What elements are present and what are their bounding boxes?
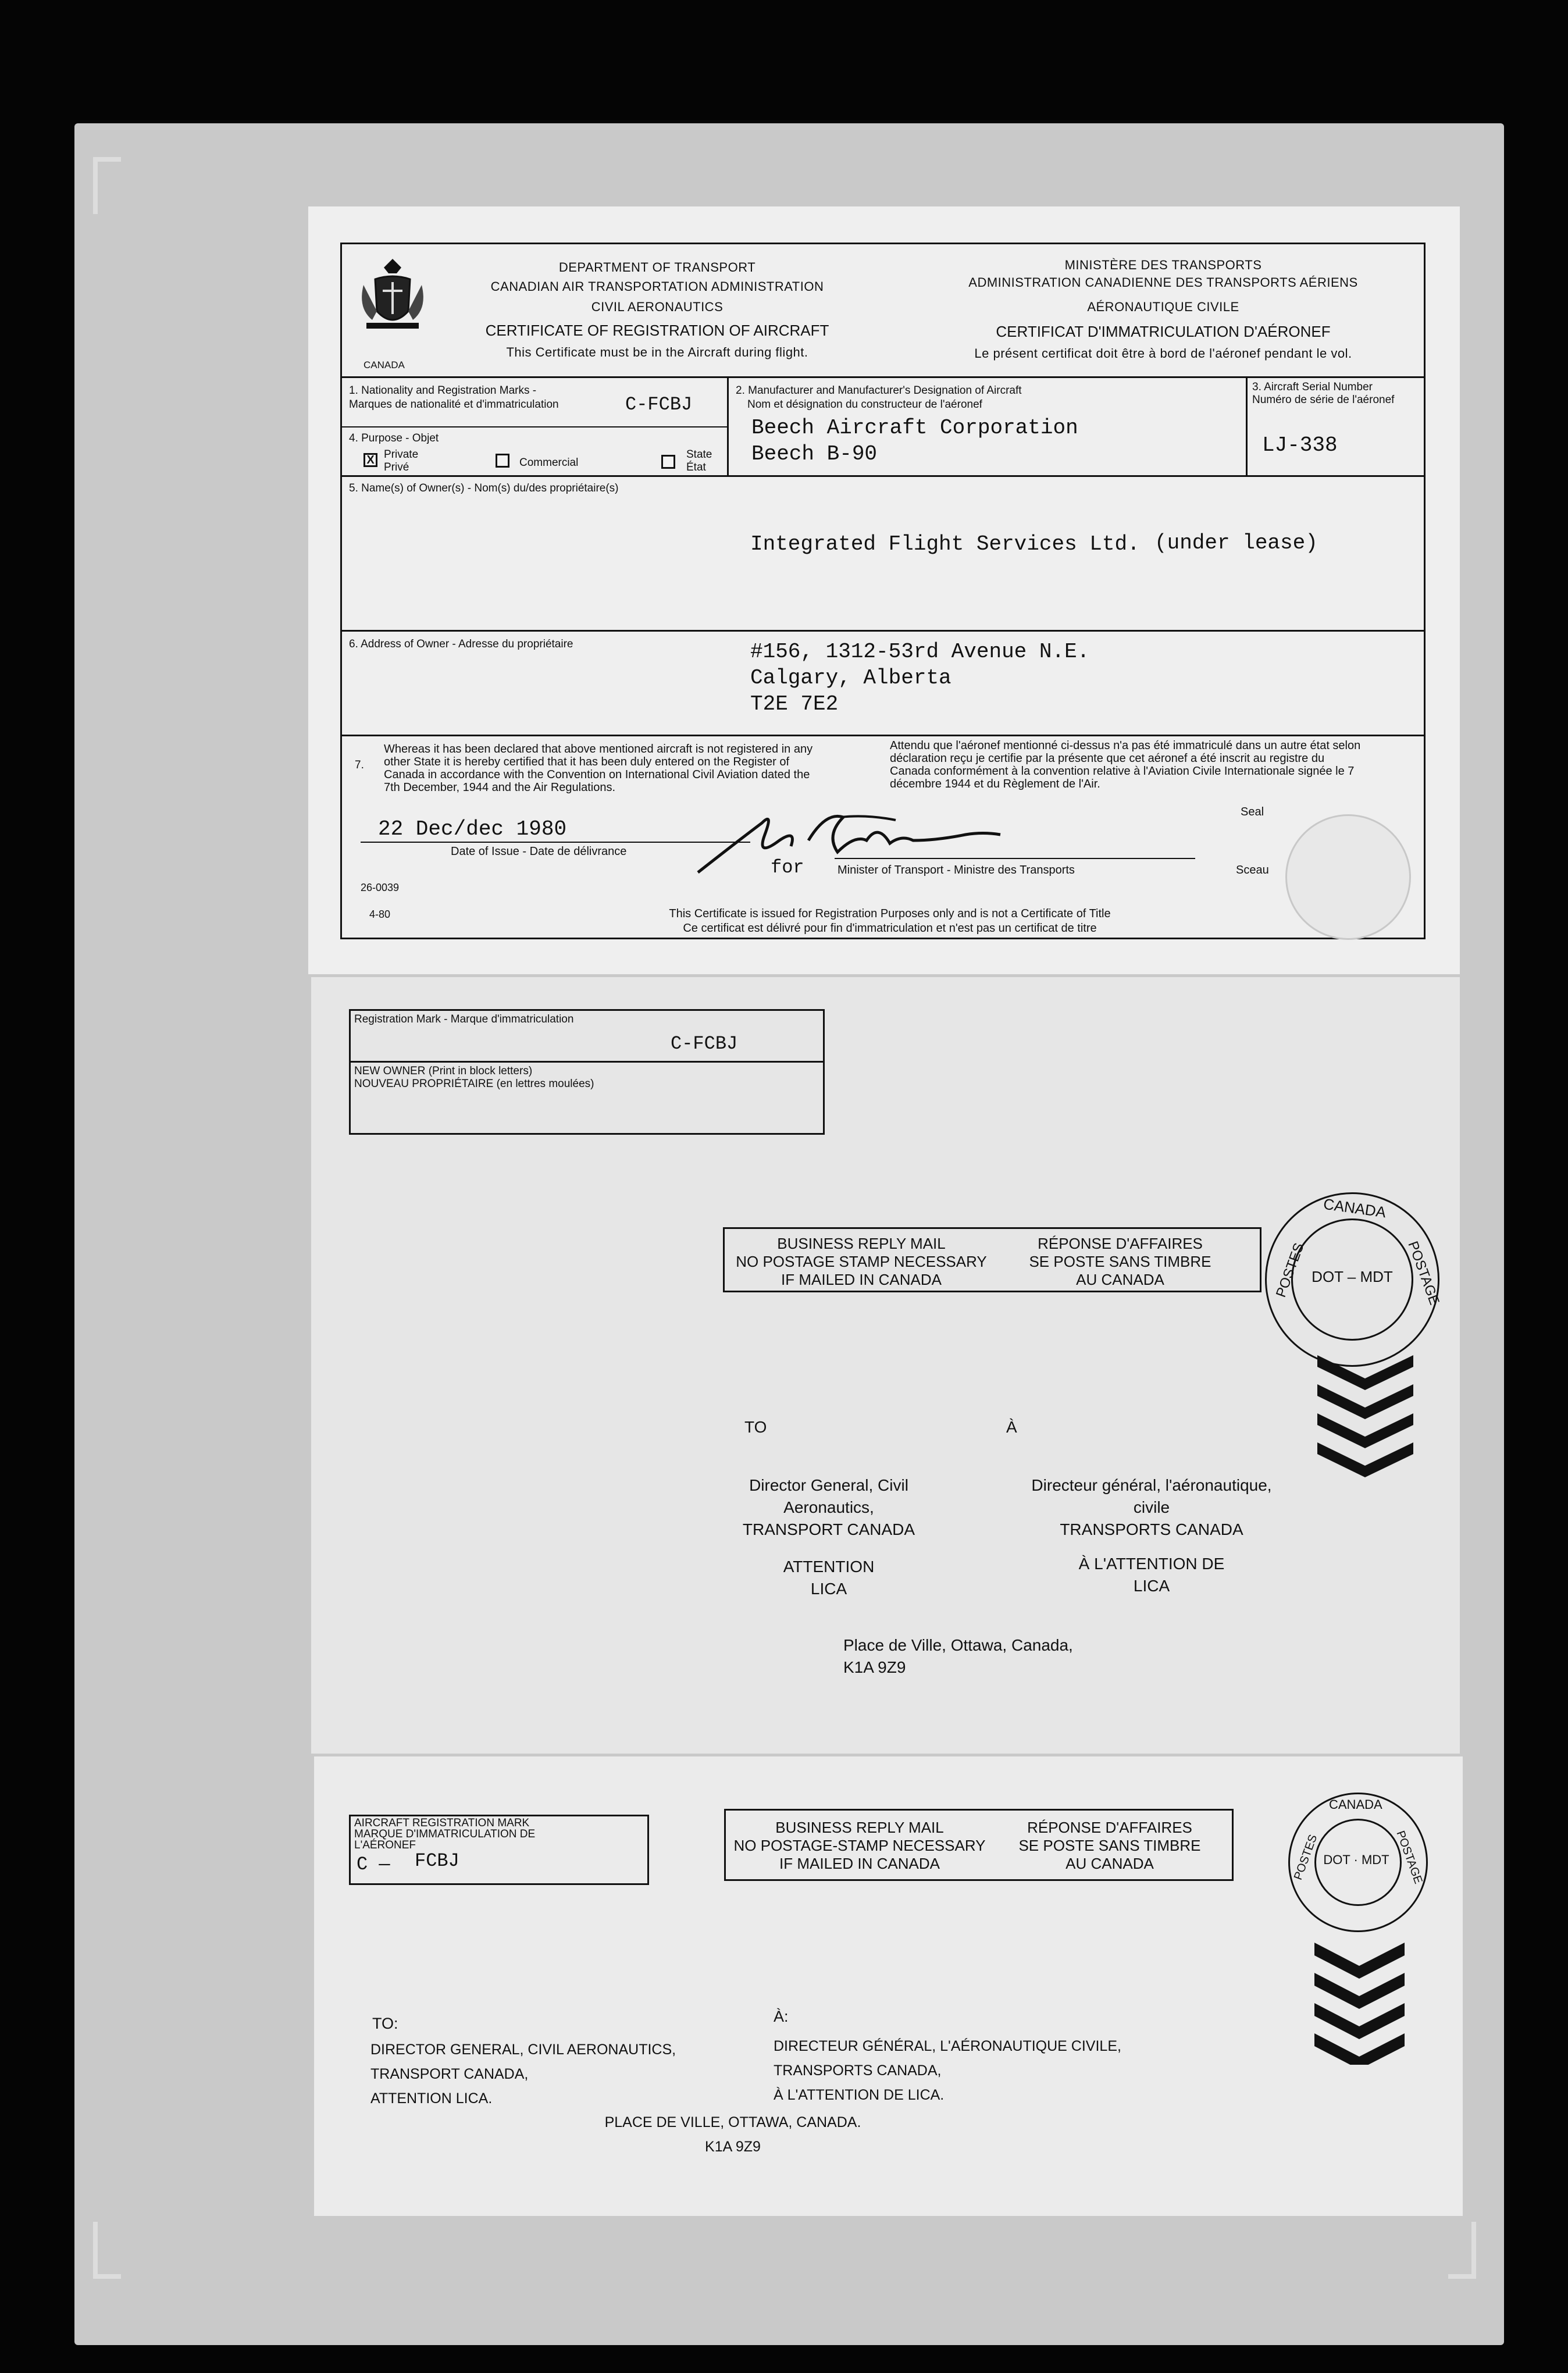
reply2-to-fr: À: [774, 2008, 789, 2025]
corner-mark-top-left [93, 157, 121, 214]
branch-fr: AÉRONAUTIQUE CIVILE [1087, 300, 1239, 314]
reply1-attn-fr-2: LICA [1133, 1577, 1170, 1595]
reply1-registration-box [349, 1009, 825, 1135]
reply2-brm-fr-2: SE POSTE SANS TIMBRE [1018, 1837, 1201, 1854]
reply2-postmark-right: POSTAGE [1394, 1829, 1425, 1886]
divider-field1 [340, 426, 727, 427]
reply2-place [558, 2110, 907, 2159]
reply2-chevrons-icon [1312, 1937, 1407, 2065]
branch-en: CIVIL AERONAUTICS [591, 300, 724, 314]
reply1-postmark-top: CANADA [1322, 1195, 1387, 1221]
manufacturer-value: Beech Aircraft Corporation [751, 416, 1078, 440]
reply2-brm-en [732, 1819, 988, 1873]
dept-fr: MINISTÈRE DES TRANSPORTS [1064, 258, 1262, 272]
reply2-registration-box [349, 1815, 649, 1885]
field3-label-en: 3. Aircraft Serial Number [1252, 381, 1373, 393]
reply1-reg-value: C-FCBJ [671, 1033, 738, 1054]
reply2-brm-fr [993, 1819, 1226, 1873]
reply2-reg-label [354, 1818, 535, 1851]
corner-mark-bottom-right [1448, 2222, 1476, 2279]
reply1-brm-fr-1: RÉPONSE D'AFFAIRES [1038, 1235, 1203, 1252]
footer-fr: Ce certificat est délivré pour fin d'immatriculation et n'est pas un certificat de titre [683, 922, 1097, 935]
embossed-seal [1285, 814, 1411, 940]
reply2-reg-prefix: C — [357, 1854, 390, 1875]
purpose-private-en: Private [384, 448, 419, 461]
issue-date-value: 22 Dec/dec 1980 [378, 817, 567, 841]
reply2-addr-fr-2: TRANSPORTS CANADA, [774, 2062, 942, 2079]
reply2-business-reply-box [724, 1809, 1234, 1881]
seal-en: Seal [1241, 806, 1264, 818]
reply1-addr-en-2: Aeronautics, [783, 1498, 874, 1516]
reply2-place-1: PLACE DE VILLE, OTTAWA, CANADA. [604, 2114, 861, 2130]
reply2-postmark-icon [1288, 1793, 1428, 1932]
form-number: 26-0039 [361, 882, 400, 893]
notice-fr: Le présent certificat doit être à bord de l'aéronef pendant le vol. [974, 346, 1352, 361]
reply1-brm-en-2: NO POSTAGE STAMP NECESSARY [736, 1253, 987, 1270]
coat-of-arms-icon [355, 256, 430, 343]
reply1-postmark-right: POSTAGE [1405, 1239, 1442, 1307]
purpose-private-mark: X [366, 454, 375, 466]
reply2-brm-en-3: IF MAILED IN CANADA [779, 1855, 940, 1872]
reply2-address-en [370, 2037, 676, 2111]
admin-en: CANADIAN AIR TRANSPORTATION ADMINISTRATION [490, 279, 824, 294]
corner-mark-bottom-left [93, 2222, 121, 2279]
purpose-commercial-checkbox [496, 454, 509, 468]
whereas-en-4: 7th December, 1944 and the Air Regulations. [384, 781, 616, 794]
whereas-en-1: Whereas it has been declared that above mentioned aircraft is not registered in any [384, 743, 813, 756]
field2-label-en: 2. Manufacturer and Manufacturer's Designation of Aircraft [736, 384, 1022, 397]
purpose-private-fr: Privé [384, 461, 409, 473]
reply1-addr-fr-2: civile [1133, 1498, 1170, 1516]
reply1-address-fr [1000, 1474, 1303, 1541]
field5-label: 5. Name(s) of Owner(s) - Nom(s) du/des propriétaire(s) [349, 482, 619, 494]
address-line-2: Calgary, Alberta [750, 666, 952, 690]
divider-row3 [340, 630, 1424, 632]
reply2-reg-label-3: L'AÉRONEF [354, 1839, 416, 1851]
minister-line [835, 858, 1195, 859]
reply2-place-2: K1A 9Z9 [705, 2139, 761, 2155]
reply1-attention-fr [1000, 1553, 1303, 1597]
reply1-attn-fr-1: À L'ATTENTION DE [1078, 1555, 1225, 1573]
reply1-reg-label: Registration Mark - Marque d'immatriculation [354, 1013, 574, 1025]
reply2-reg-label-2: MARQUE D'IMMATRICULATION DE [354, 1828, 536, 1840]
model-value: Beech B-90 [751, 442, 878, 466]
reply1-place-2: K1A 9Z9 [843, 1658, 906, 1676]
field1-label-en: 1. Nationality and Registration Marks - [349, 384, 537, 397]
divider-col1 [727, 376, 729, 476]
purpose-state-checkbox [661, 455, 675, 469]
reply1-business-reply-box [723, 1227, 1261, 1292]
purpose-private-checkbox [364, 453, 377, 467]
divider-col2 [1246, 376, 1248, 476]
footer-en: This Certificate is issued for Registration Purposes only and is not a Certificate of Title [669, 907, 1111, 920]
whereas-fr [890, 739, 1360, 790]
reply2-reg-label-1: AIRCRAFT REGISTRATION MARK [354, 1817, 530, 1829]
address-line-1: #156, 1312-53rd Avenue N.E. [750, 640, 1090, 664]
reply2-addr-en-1: DIRECTOR GENERAL, CIVIL AERONAUTICS, [370, 2041, 676, 2058]
reply1-place [843, 1634, 1073, 1679]
reply1-brm-fr [998, 1235, 1242, 1289]
field6-label: 6. Address of Owner - Adresse du propriétaire [349, 638, 573, 650]
reply1-addr-en-3: TRANSPORT CANADA [742, 1520, 915, 1538]
title-fr: CERTIFICAT D'IMMATRICULATION D'AÉRONEF [996, 323, 1331, 340]
divider-row2 [340, 475, 1424, 477]
reply1-attn-en-1: ATTENTION [783, 1558, 875, 1576]
reply1-brm-fr-3: AU CANADA [1076, 1271, 1164, 1288]
reply2-addr-en-2: TRANSPORT CANADA, [370, 2066, 529, 2082]
reply2-addr-en-3: ATTENTION LICA. [370, 2090, 493, 2107]
field3-label-fr: Numéro de série de l'aéronef [1252, 394, 1395, 406]
reply1-postmark-center: DOT – MDT [1312, 1268, 1393, 1285]
field2-label-fr: Nom et désignation du constructeur de l'aéronef [747, 398, 982, 411]
reply-card-1 [311, 977, 1460, 1754]
reply2-reg-value: FCBJ [415, 1850, 459, 1872]
notice-en: This Certificate must be in the Aircraft during flight. [506, 345, 808, 359]
admin-fr: ADMINISTRATION CANADIENNE DES TRANSPORTS AÉRIENS [968, 275, 1358, 290]
serial-number-value: LJ-338 [1262, 433, 1338, 457]
reply1-brm-en [730, 1235, 992, 1289]
reply1-brm-en-3: IF MAILED IN CANADA [781, 1271, 942, 1288]
reply2-brm-fr-1: RÉPONSE D'AFFAIRES [1027, 1819, 1192, 1836]
reply1-addr-en-1: Director General, Civil [749, 1476, 908, 1494]
for-label: for [771, 857, 804, 878]
reply1-brm-fr-2: SE POSTE SANS TIMBRE [1029, 1253, 1211, 1270]
purpose-state-en: State [686, 448, 712, 461]
reply1-box-divider [351, 1061, 823, 1063]
dept-en: DEPARTMENT OF TRANSPORT [558, 260, 756, 275]
field4-label: 4. Purpose - Objet [349, 432, 439, 444]
field1-label-fr: Marques de nationalité et d'immatriculation [349, 398, 559, 411]
reply2-brm-en-1: BUSINESS REPLY MAIL [775, 1819, 944, 1836]
field7-number: 7. [355, 759, 364, 771]
reply2-address-fr [774, 2034, 1121, 2107]
whereas-fr-3: Canada conformément à la convention relative à l'Aviation Civile Internationale signée le 7 [890, 765, 1355, 778]
reply1-to-en: TO [744, 1418, 767, 1436]
reply2-postmark-top: CANADA [1329, 1797, 1382, 1812]
owner-name-value: Integrated Flight Services Ltd. [750, 532, 1140, 556]
reply1-address-en [695, 1474, 963, 1541]
whereas-fr-1: Attendu que l'aéronef mentionné ci-dessus n'a pas été immatriculé dans un autre état selon [890, 739, 1361, 752]
seal-fr: Sceau [1236, 864, 1269, 876]
whereas-en-3: Canada in accordance with the Convention on International Civil Aviation dated the [384, 768, 810, 781]
issue-date-label: Date of Issue - Date de délivrance [451, 845, 627, 858]
whereas-fr-2: déclaration reçu je certifie par la présente que cet aéronef a été inscrit au registre du [890, 752, 1325, 765]
country-label: CANADA [364, 359, 405, 370]
registration-mark-value: C-FCBJ [625, 394, 693, 415]
reply1-to-fr: À [1006, 1418, 1017, 1436]
reply1-addr-fr-3: TRANSPORTS CANADA [1060, 1520, 1243, 1538]
reply1-attention-en [695, 1556, 963, 1600]
reply1-owner-label-en: NEW OWNER (Print in block letters) [354, 1065, 533, 1077]
whereas-fr-4: décembre 1944 et du Règlement de l'Air. [890, 778, 1100, 790]
divider-row1-top [340, 376, 1424, 378]
form-date: 4-80 [369, 908, 391, 920]
address-line-3: T2E 7E2 [750, 692, 839, 716]
whereas-en [384, 743, 812, 794]
reply2-brm-en-2: NO POSTAGE-STAMP NECESSARY [733, 1837, 986, 1854]
whereas-en-2: other State it is hereby certified that it has been duly entered on the Register of [384, 756, 790, 768]
registration-certificate [308, 206, 1460, 974]
reply2-postmark-center: DOT · MDT [1323, 1852, 1389, 1867]
reply1-owner-label-fr: NOUVEAU PROPRIÉTAIRE (en lettres moulées) [354, 1078, 594, 1090]
reply1-chevrons-icon [1314, 1349, 1416, 1477]
reply1-postmark-icon [1265, 1192, 1442, 1367]
owner-note-value: (under lease) [1154, 531, 1318, 555]
reply2-brm-fr-3: AU CANADA [1065, 1855, 1154, 1872]
reply1-addr-fr-1: Directeur général, l'aéronautique, [1031, 1476, 1272, 1494]
minister-label: Minister of Transport - Ministre des Transports [838, 864, 1075, 876]
divider-row4 [340, 735, 1424, 736]
reply2-to-en: TO: [372, 2015, 398, 2032]
reply1-place-1: Place de Ville, Ottawa, Canada, [843, 1636, 1073, 1654]
reply1-brm-en-1: BUSINESS REPLY MAIL [777, 1235, 946, 1252]
reply2-addr-fr-3: À L'ATTENTION DE LICA. [774, 2087, 945, 2103]
reply1-postmark-left: POSTES [1273, 1241, 1307, 1300]
purpose-state-fr: État [686, 461, 706, 473]
reply2-postmark-left: POSTES [1291, 1833, 1320, 1882]
reply-card-2 [314, 1756, 1463, 2216]
purpose-commercial-label: Commercial [519, 457, 579, 469]
reply2-addr-fr-1: DIRECTEUR GÉNÉRAL, L'AÉRONAUTIQUE CIVILE, [774, 2038, 1121, 2054]
reply1-attn-en-2: LICA [810, 1580, 847, 1598]
title-en: CERTIFICATE OF REGISTRATION OF AIRCRAFT [485, 322, 829, 339]
